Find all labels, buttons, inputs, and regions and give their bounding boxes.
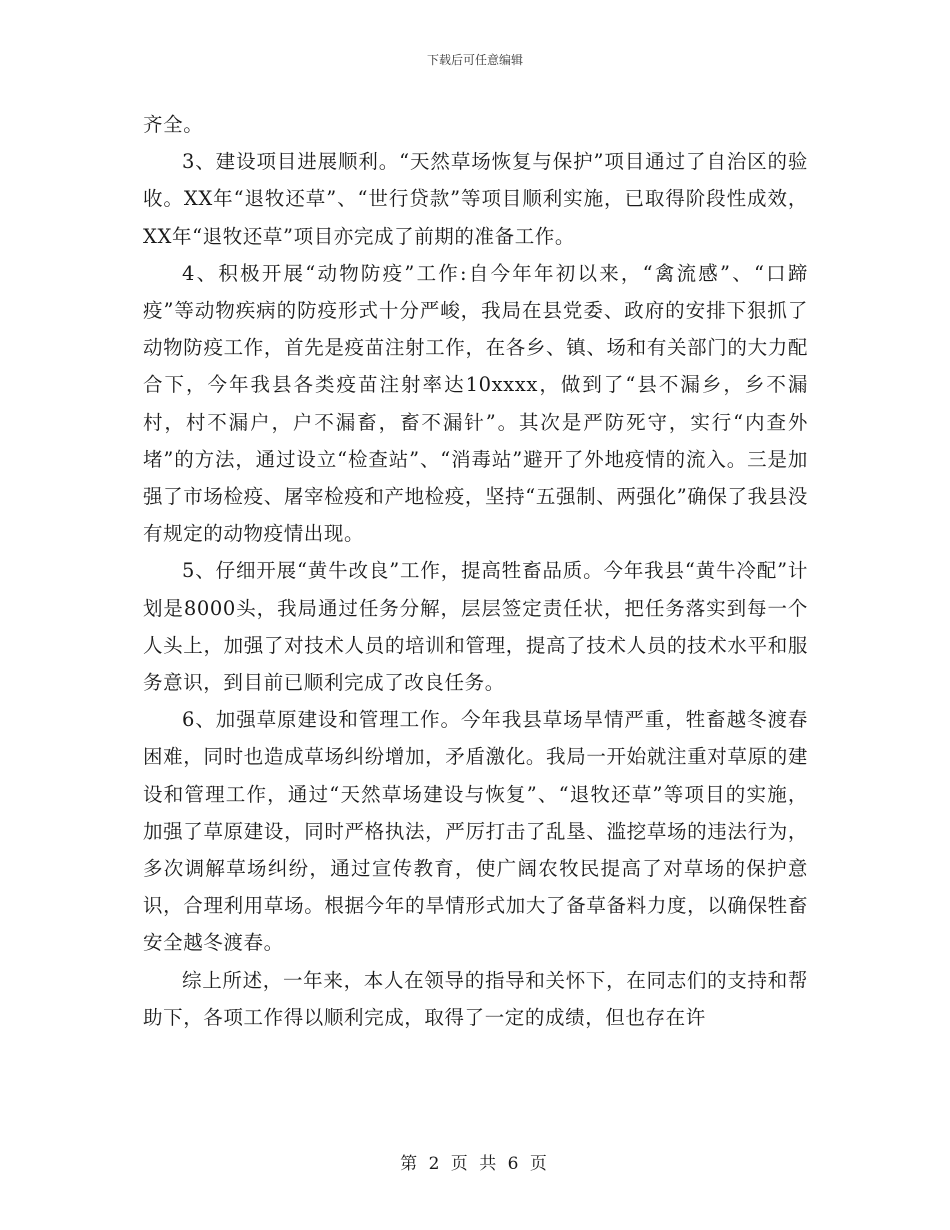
document-body: [143, 106, 808, 1036]
paragraph-item-3: 3、建设项目进展顺利。“天然草场恢复与保护”项目通过了自治区的验收。XX年“退牧还草”、“世行贷款”等项目顺利实施，已取得阶段性成效，XX年“退牧还草”项目亦完成了前期的准备工作。: [143, 150, 808, 248]
paragraph-item-6: 6、加强草原建设和管理工作。今年我县草场旱情严重，牲畜越冬渡春困难，同时也造成草场纠纷增加，矛盾激化。我局一开始就注重对草原的建设和管理工作，通过“天然草场建设与恢复”、“退牧还草”等项目的实施，加强了草原建设，同时严格执法，严厉打击了乱垦、滥挖草场的违法行为，多次调解草场纠纷，通过宣传教育，使广阔农牧民提高了对草场的保护意识，合理利用草场。根据今年的旱情形式加大了备草备料力度，以确保牲畜安全越冬渡春。: [143, 708, 808, 955]
paragraph-item-4: 4、积极开展“动物防疫”工作:自今年年初以来，“禽流感”、“口蹄疫”等动物疾病的防疫形式十分严峻，我局在县党委、政府的安排下狠抓了动物防疫工作，首先是疫苗注射工作，在各乡、镇、场和有关部门的大力配合下，今年我县各类疫苗注射率达10xxxx，做到了“县不漏乡，乡不漏村，村不漏户，户不漏畜，畜不漏针”。其次是严防死守，实行“内查外堵”的方法，通过设立“检查站”、“消毒站”避开了外地疫情的流入。三是加强了市场检疫、屠宰检疫和产地检疫，坚持“五强制、两强化”确保了我县没有规定的动物疫情出现。: [143, 261, 808, 546]
page-number-footer: 第 2 页 共 6 页: [400, 1154, 550, 1174]
paragraph-item-5: 5、仔细开展“黄牛改良”工作，提高牲畜品质。今年我县“黄牛冷配”计划是8000头，我局通过任务分解，层层签定责任状，把任务落实到每一个人头上，加强了对技术人员的培训和管理，提高了技术人员的技术水平和服务意识，到目前已顺利完成了改良任务。: [143, 559, 808, 695]
page-header-note: 下载后可任意编辑: [426, 53, 523, 67]
paragraph-summary: 综上所述，一年来，本人在领导的指导和关怀下，在同志们的支持和帮助下，各项工作得以顺利完成，取得了一定的成绩，但也存在许: [143, 968, 808, 1029]
paragraph-continuation: 齐全。: [143, 113, 204, 136]
